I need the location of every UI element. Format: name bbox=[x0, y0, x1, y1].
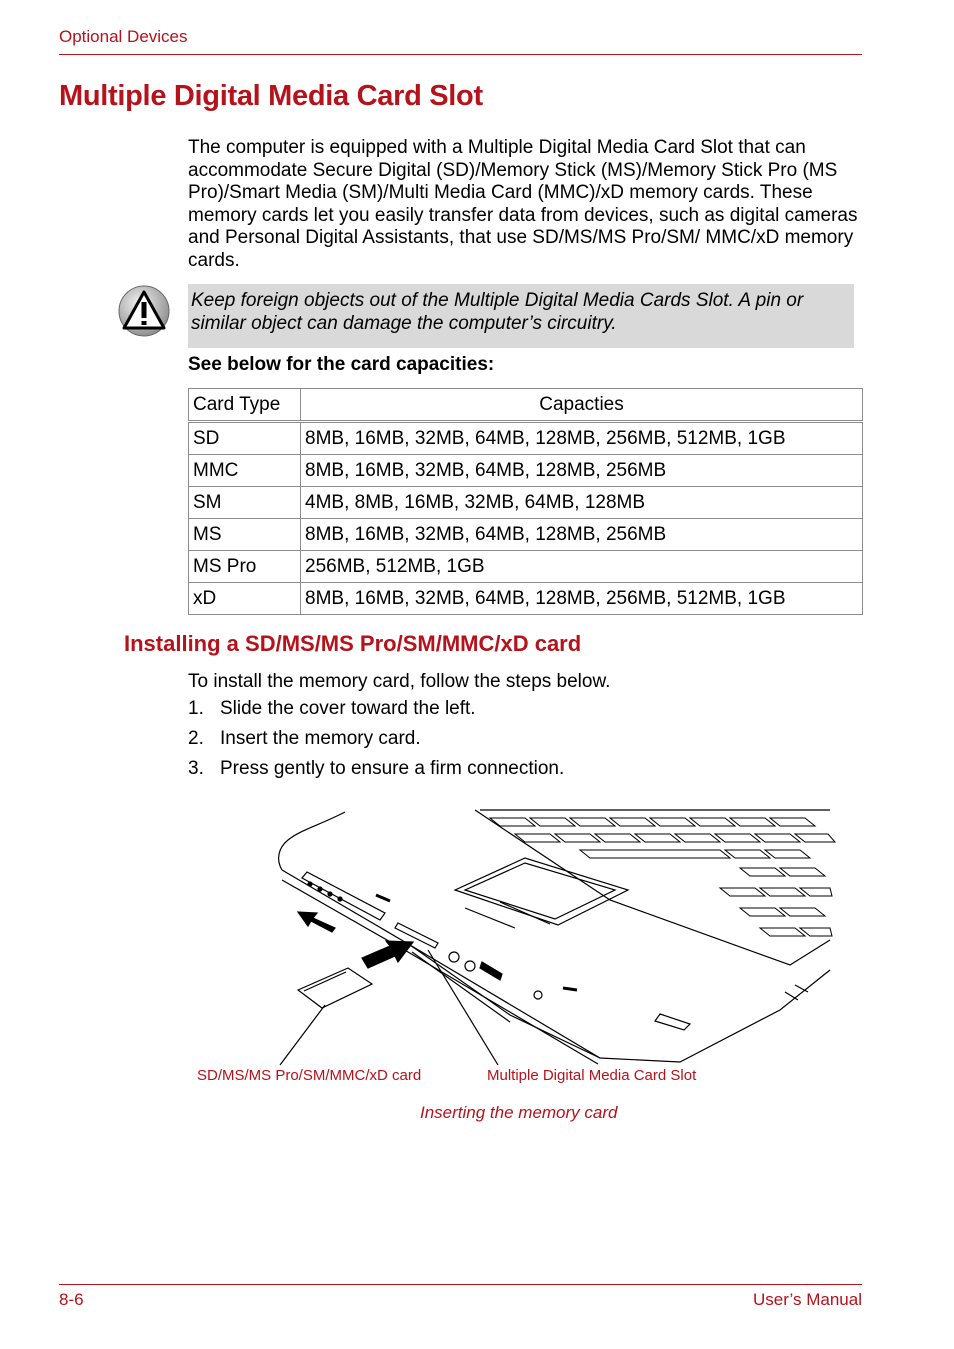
laptop-card-slot-illustration bbox=[180, 800, 840, 1065]
intro-paragraph: The computer is equipped with a Multiple Digital Media Card Slot that can accommodate Secure Digital (SD)/Memory Stick (MS)/Memory Stick Pro (MS Pro)/Smart Media (SM)/Multi Media Card (MMC)/xD memory cards. These memory cards let you easily transfer data from devices, such as digital cameras and Personal Digital Assistants, that use SD/MS/MS Pro/SM/ MMC/xD memory cards. bbox=[188, 137, 858, 271]
manual-title: User’s Manual bbox=[753, 1290, 862, 1309]
figure-caption: Inserting the memory card bbox=[420, 1103, 618, 1122]
list-item bbox=[188, 757, 564, 787]
footer-rule bbox=[59, 1284, 862, 1285]
card-type-cell: xD bbox=[189, 583, 301, 615]
card-type-cell: MS Pro bbox=[189, 551, 301, 583]
caution-note: Keep foreign objects out of the Multiple Digital Media Cards Slot. A pin or similar object can damage the computer’s circuitry. bbox=[188, 284, 854, 348]
capacity-lead: See below for the card capacities: bbox=[188, 354, 495, 375]
list-item bbox=[188, 727, 564, 757]
figure-label-card: SD/MS/MS Pro/SM/MMC/xD card bbox=[197, 1067, 422, 1084]
capacity-cell: 256MB, 512MB, 1GB bbox=[301, 551, 863, 583]
caution-icon bbox=[117, 284, 171, 338]
capacity-cell: 4MB, 8MB, 16MB, 32MB, 64MB, 128MB bbox=[301, 487, 863, 519]
table-row bbox=[189, 455, 863, 487]
step-number: 2. bbox=[188, 728, 204, 749]
capacity-cell: 8MB, 16MB, 32MB, 64MB, 128MB, 256MB, 512MB, 1GB bbox=[301, 422, 863, 455]
header-rule bbox=[59, 54, 862, 55]
table-row bbox=[189, 583, 863, 615]
capacity-table bbox=[188, 388, 863, 615]
step-number: 3. bbox=[188, 758, 204, 779]
figure-label-slot: Multiple Digital Media Card Slot bbox=[487, 1067, 697, 1084]
card-type-cell: SM bbox=[189, 487, 301, 519]
column-header-capacities: Capacties bbox=[301, 389, 863, 422]
capacity-cell: 8MB, 16MB, 32MB, 64MB, 128MB, 256MB, 512MB, 1GB bbox=[301, 583, 863, 615]
column-header-card-type: Card Type bbox=[189, 389, 301, 422]
table-row bbox=[189, 551, 863, 583]
page-title: Multiple Digital Media Card Slot bbox=[59, 80, 483, 112]
step-number: 1. bbox=[188, 698, 204, 719]
card-type-cell: MMC bbox=[189, 455, 301, 487]
capacity-cell: 8MB, 16MB, 32MB, 64MB, 128MB, 256MB bbox=[301, 455, 863, 487]
table-row bbox=[189, 487, 863, 519]
card-type-cell: SD bbox=[189, 422, 301, 455]
list-item bbox=[188, 697, 564, 727]
section-title-installing: Installing a SD/MS/MS Pro/SM/MMC/xD card bbox=[124, 631, 582, 656]
running-header: Optional Devices bbox=[59, 27, 188, 46]
install-steps bbox=[188, 697, 564, 787]
table-row bbox=[189, 519, 863, 551]
card-type-cell: MS bbox=[189, 519, 301, 551]
capacity-cell: 8MB, 16MB, 32MB, 64MB, 128MB, 256MB bbox=[301, 519, 863, 551]
page-number: 8-6 bbox=[59, 1290, 84, 1309]
table-header-row bbox=[189, 389, 863, 422]
steps-lead: To install the memory card, follow the steps below. bbox=[188, 671, 611, 692]
table-row bbox=[189, 422, 863, 455]
step-text: Slide the cover toward the left. bbox=[220, 698, 476, 719]
step-text: Insert the memory card. bbox=[220, 728, 421, 749]
step-text: Press gently to ensure a firm connection. bbox=[220, 758, 565, 779]
